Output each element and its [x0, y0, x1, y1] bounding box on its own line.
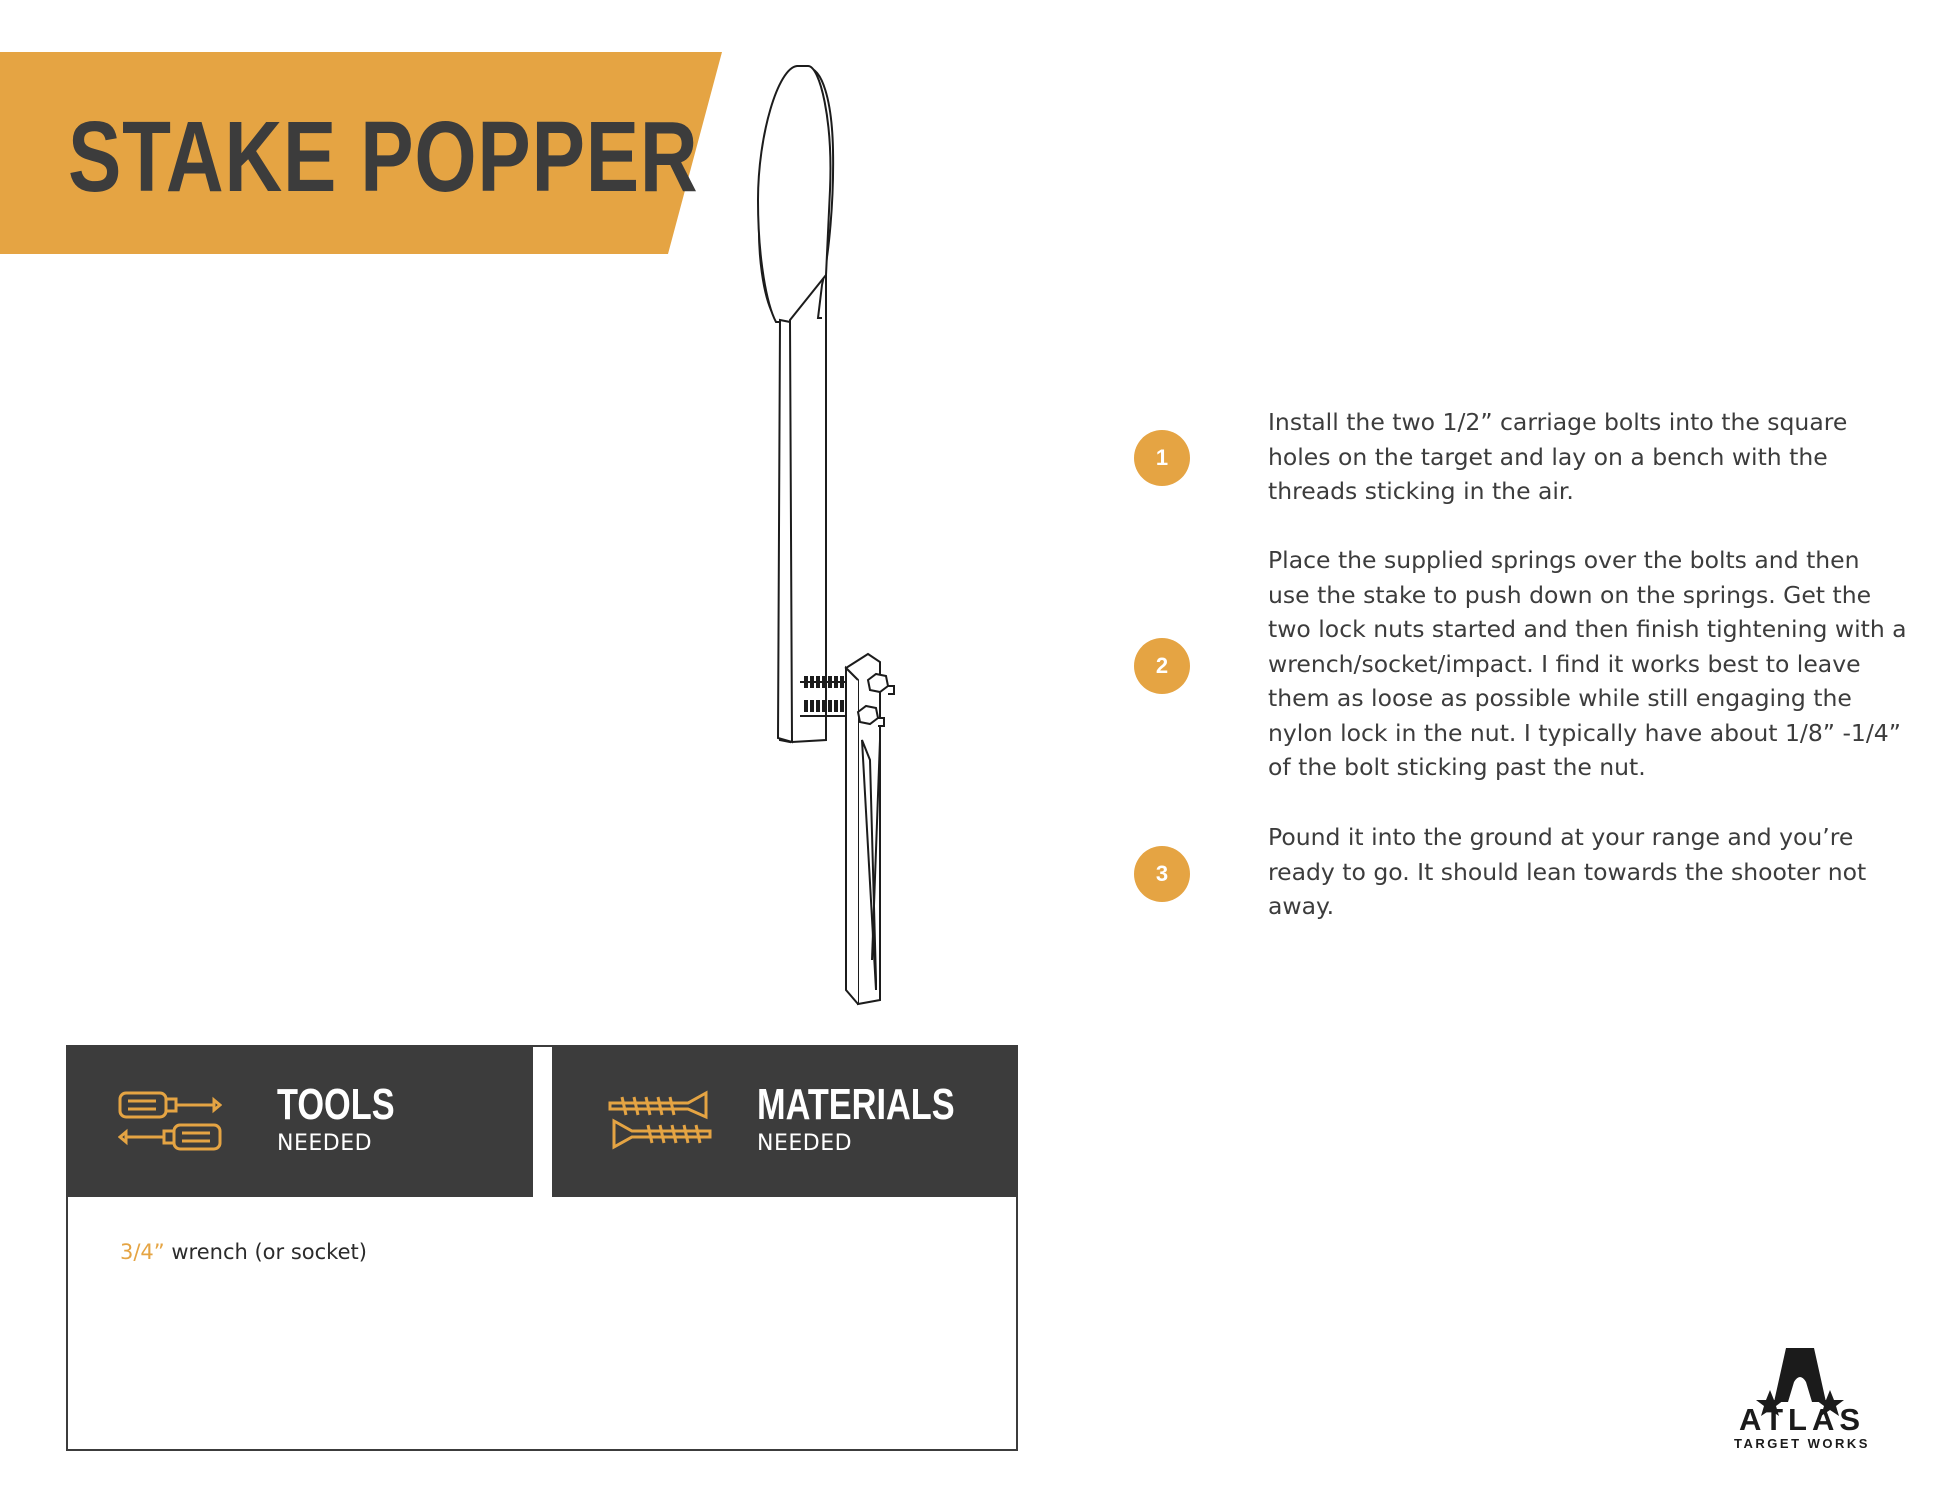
- screwdrivers-icon: [118, 1089, 222, 1153]
- materials-subtitle: NEEDED: [757, 1131, 853, 1156]
- screws-icon: [608, 1089, 712, 1153]
- tools-subtitle: NEEDED: [277, 1131, 373, 1156]
- tool-item: [120, 1240, 367, 1264]
- logo-subtitle: TARGET WORKS: [1734, 1436, 1870, 1451]
- tools-panel-header: [66, 1045, 533, 1197]
- step-1-text: Install the two 1/2” carriage bolts into the square holes on the target and lay on a bench with the threads sticking in the air.: [1268, 408, 1848, 505]
- materials-panel-header: [552, 1045, 1018, 1197]
- step-2-text: Place the supplied springs over the bolts and then use the stake to push down on the springs. Get the two lock nuts started and then finish tightening with a wrench/socket/impact. I find it works best to leave them as loose as possible while still engaging the nylon lock in the nut. I typically have about 1/8” -1/4” of the bolt sticking past the nut.: [1268, 546, 1907, 781]
- tools-title: TOOLS: [277, 1080, 395, 1129]
- page-title: STAKE POPPER: [68, 101, 699, 213]
- step-3-text: Pound it into the ground at your range and you’re ready to go. It should lean towards the shooter not away.: [1268, 823, 1867, 920]
- materials-title: MATERIALS: [757, 1080, 955, 1129]
- step-2-badge: 2: [1134, 638, 1190, 694]
- tool-name: wrench (or socket): [171, 1240, 367, 1264]
- step-3-badge: 3: [1134, 846, 1190, 902]
- step-1-badge: 1: [1134, 430, 1190, 486]
- tool-size: 3/4”: [120, 1240, 165, 1264]
- logo-wordmark: ATLAS: [1738, 1402, 1866, 1437]
- stake-popper-illustration: [740, 62, 920, 1012]
